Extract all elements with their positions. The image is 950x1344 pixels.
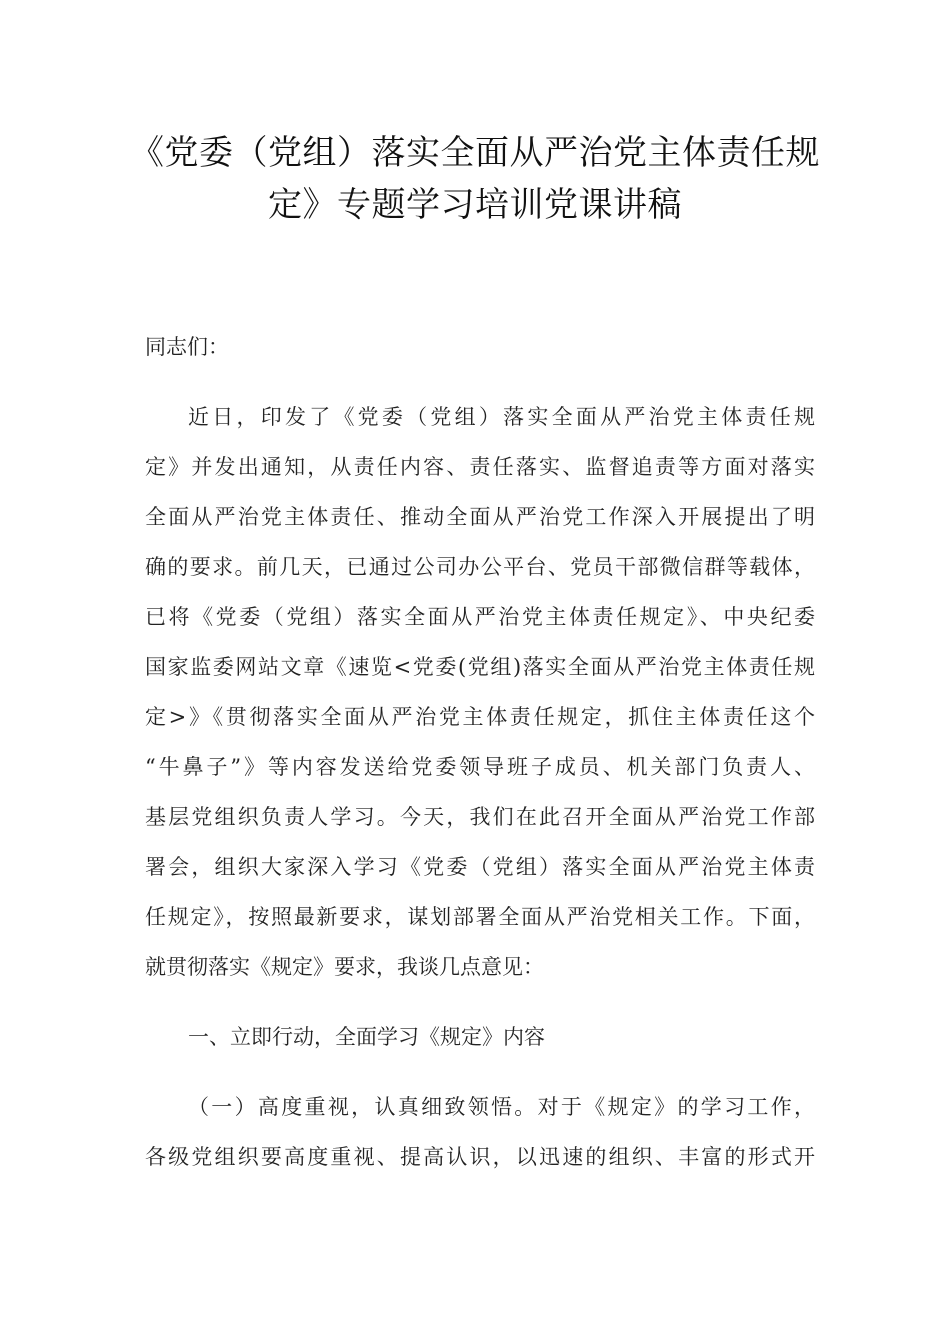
paragraph-2-line-2: 各级党组织要高度重视、提高认识，以迅速的组织、丰富的形式开: [145, 1145, 815, 1169]
paragraph-1-line-1: 近日，印发了《党委（党组）落实全面从严治党主体责任规: [188, 405, 815, 429]
document-title-line-1: 《党委（党组）落实全面从严治党主体责任规: [130, 133, 820, 173]
paragraph-1-line-8: “牛鼻子”》等内容发送给党委领导班子成员、机关部门负责人、: [145, 755, 815, 779]
paragraph-2-line-1: （一）高度重视，认真细致领悟。对于《规定》的学习工作，: [188, 1095, 815, 1119]
paragraph-1-line-4: 确的要求。前几天，已通过公司办公平台、党员干部微信群等载体，: [145, 555, 815, 579]
section-heading-1: 一、立即行动，全面学习《规定》内容: [188, 1025, 545, 1049]
paragraph-1-line-10: 署会，组织大家深入学习《党委（党组）落实全面从严治党主体责: [145, 855, 815, 879]
paragraph-1-line-9: 基层党组织负责人学习。今天，我们在此召开全面从严治党工作部: [145, 805, 815, 829]
paragraph-1-line-2: 定》并发出通知，从责任内容、责任落实、监督追责等方面对落实: [145, 455, 815, 479]
document-title-line-2: 定》专题学习培训党课讲稿: [268, 185, 682, 225]
paragraph-1-line-3: 全面从严治党主体责任、推动全面从严治党工作深入开展提出了明: [145, 505, 815, 529]
paragraph-1-line-12: 就贯彻落实《规定》要求，我谈几点意见：: [145, 955, 544, 979]
paragraph-1-line-6: 国家监委网站文章《速览<党委(党组)落实全面从严治党主体责任规: [145, 655, 815, 679]
paragraph-1-line-7: 定>》《贯彻落实全面从严治党主体责任规定，抓住主体责任这个: [145, 705, 815, 729]
paragraph-1-line-5: 已将《党委（党组）落实全面从严治党主体责任规定》、中央纪委: [145, 605, 815, 629]
paragraph-1-line-11: 任规定》，按照最新要求，谋划部署全面从严治党相关工作。下面，: [145, 905, 815, 929]
salutation: 同志们：: [145, 335, 229, 359]
